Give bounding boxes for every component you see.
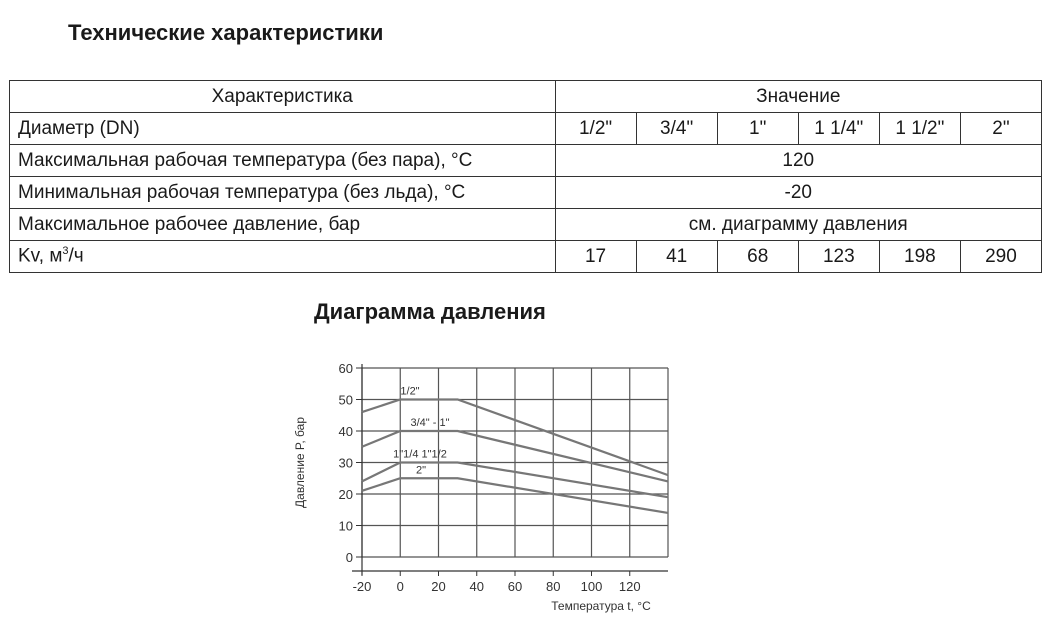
table-cell: 3/4" [636, 113, 717, 145]
table-cell: 123 [798, 241, 879, 273]
x-axis-label: Температура t, °C [551, 599, 651, 613]
table-cell: 68 [717, 241, 798, 273]
x-tick-label: 0 [396, 579, 404, 594]
y-tick-label: 0 [345, 550, 353, 565]
series-label: 3/4" - 1" [410, 417, 450, 429]
table-cell: 1" [717, 113, 798, 145]
header-value: Значение [555, 81, 1041, 113]
pressure-chart [280, 352, 680, 622]
x-tick-label: 100 [580, 579, 603, 594]
table-row [10, 145, 1042, 177]
table-row [10, 113, 1042, 145]
series-label: 1"1/4 1"1/2 [393, 448, 447, 461]
table-cell: 290 [960, 241, 1041, 273]
y-tick-label: 10 [338, 518, 353, 534]
table-header-row [10, 81, 1042, 113]
table-cell: 2" [960, 113, 1041, 145]
table-row [10, 177, 1042, 209]
row-label: Диаметр (DN) [10, 113, 556, 145]
table-cell: 17 [555, 241, 636, 273]
series-label: 1/2" [400, 385, 420, 398]
row-label: Максимальное рабочее давление, бар [10, 209, 556, 241]
series-label: 2" [415, 464, 427, 477]
header-characteristic: Характеристика [10, 81, 556, 113]
y-axis-label: Давление P, бар [293, 417, 307, 508]
row-label: Минимальная рабочая температура (без льда), °C [10, 177, 556, 209]
y-tick-label: 30 [338, 455, 353, 471]
y-tick-label: 60 [338, 361, 353, 376]
table-cell: 1 1/4" [798, 113, 879, 145]
row-label: Kv, $м^3/ч$ [10, 241, 556, 273]
page-title: Технические характеристики [68, 20, 384, 45]
x-tick-label: -20 [352, 579, 372, 594]
x-tick-label: 80 [546, 579, 561, 594]
row-label: Максимальная рабочая температура (без пара), °C [10, 145, 556, 177]
table-cell: 1 1/2" [879, 113, 960, 145]
x-tick-label: 120 [618, 579, 641, 594]
table-cell: 198 [879, 241, 960, 273]
table-row [10, 241, 1042, 273]
table-cell: 1/2" [555, 113, 636, 145]
x-tick-label: 20 [431, 579, 446, 594]
table-row [10, 209, 1042, 241]
table-cell: см. диаграмму давления [555, 209, 1041, 241]
x-tick-label: 40 [469, 579, 484, 594]
y-tick-label: 50 [338, 392, 353, 408]
spec-table [9, 80, 1042, 273]
table-cell: 120 [555, 145, 1041, 177]
table-cell: -20 [555, 177, 1041, 209]
table-cell: 41 [636, 241, 717, 273]
x-tick-label: 60 [507, 579, 523, 594]
diagram-title: Диаграмма давления [314, 299, 546, 324]
y-tick-label: 40 [338, 424, 353, 439]
y-tick-label: 20 [338, 487, 353, 502]
